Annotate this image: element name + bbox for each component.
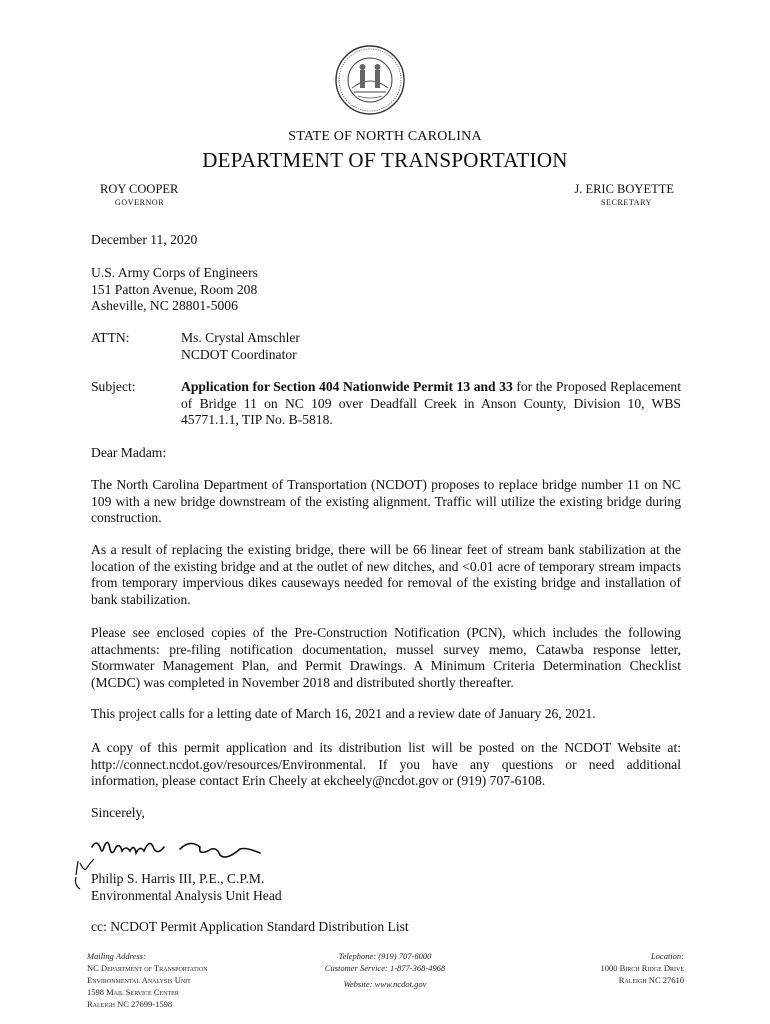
secretary-title: SECRETARY xyxy=(601,198,652,207)
state-heading: STATE OF NORTH CAROLINA xyxy=(288,129,482,144)
mailing-label: Mailing Address: xyxy=(87,951,146,961)
attn-role: NCDOT Coordinator xyxy=(181,346,297,362)
subject-rest: for the Proposed Replacement of Bridge 11 on NC 109 over Deadfall Creek in Anson County, Division 10, WBS 45771.1.1, TIP No. B-5818. xyxy=(181,379,681,428)
paragraph: As a result of replacing the existing bridge, there will be 66 linear feet of stream bank stabilization at the location of the existing bridge and at the outlet of new ditches, and <0.01 acre of temporary stream impacts from temporary impervious dikes causeways needed for removal of the existing bridge and installation of bank stabilization. xyxy=(91,542,681,607)
secretary-name: J. ERIC BOYETTE xyxy=(574,182,674,196)
cc-line: cc: NCDOT Permit Application Standard Distribution List xyxy=(91,919,409,934)
subject-bold: Application for Section 404 Nationwide Permit 13 and 33 xyxy=(181,379,513,394)
mailing-line: Environmental Analysis Unit xyxy=(87,975,191,985)
paragraph: Please see enclosed copies of the Pre-Construction Notification (PCN), which includes the following attachments: pre-filing notification documentation, mussel survey memo, Catawba response letter, Stormwater Management Plan, and Permit Drawings. A Minimum Criteria Determination Checklist (MCDC) was completed in November 2018 and distributed shortly thereafter. xyxy=(91,625,681,690)
attn-name: Ms. Crystal Amschler xyxy=(181,330,300,345)
subject-text xyxy=(181,379,681,429)
location-line: 1000 Birch Ridge Drive xyxy=(600,963,684,973)
closing: Sincerely, xyxy=(91,805,145,820)
address-line: U.S. Army Corps of Engineers xyxy=(91,265,258,280)
signer-name: Philip S. Harris III, P.E., C.P.M. xyxy=(91,871,265,886)
location-label: Location: xyxy=(650,951,684,961)
mailing-line: 1598 Mail Service Center xyxy=(87,987,179,997)
recipient-address xyxy=(91,265,258,315)
governor-title: GOVERNOR xyxy=(115,198,165,207)
location-line: Raleigh NC 27610 xyxy=(618,975,684,985)
salutation: Dear Madam: xyxy=(91,445,167,460)
mailing-line: NC Department of Transportation xyxy=(87,963,208,973)
address-line: Asheville, NC 28801-5006 xyxy=(91,298,238,314)
paragraph: A copy of this permit application and its distribution list will be posted on the NCDOT Website at: http://connect.ncdot.gov/resources/Environmental. If you have any questions or need additional information, please contact Erin Cheely at ekcheely@ncdot.gov or (919) 707-6108. xyxy=(91,740,681,789)
paragraph: The North Carolina Department of Transportation (NCDOT) proposes to replace bridge number 11 on NC 109 with a new bridge downstream of the existing alignment. Traffic will utilize the existing bridge during construction. xyxy=(91,477,681,526)
north-carolina-seal xyxy=(334,44,406,116)
governor-name: ROY COOPER xyxy=(100,182,179,196)
attn-label: ATTN: xyxy=(91,330,130,345)
mailing-line: Raleigh NC 27699-1598 xyxy=(87,999,173,1009)
letter-date: December 11, 2020 xyxy=(91,232,198,247)
address-line: 151 Patton Avenue, Room 208 xyxy=(91,281,258,297)
paragraph: This project calls for a letting date of March 16, 2021 and a review date of January 26, 2021. xyxy=(91,706,596,721)
attn-recipient xyxy=(181,330,681,363)
signer-block xyxy=(91,871,282,904)
website: Website: www.ncdot.gov xyxy=(343,979,427,989)
telephone: Telephone: (919) 707-6000 xyxy=(338,951,432,961)
department-heading: DEPARTMENT OF TRANSPORTATION xyxy=(202,148,568,172)
footer-location xyxy=(600,950,684,986)
signer-title: Environmental Analysis Unit Head xyxy=(91,887,282,903)
subject-label: Subject: xyxy=(91,379,136,394)
customer-service: Customer Service: 1-877-368-4968 xyxy=(324,963,446,973)
